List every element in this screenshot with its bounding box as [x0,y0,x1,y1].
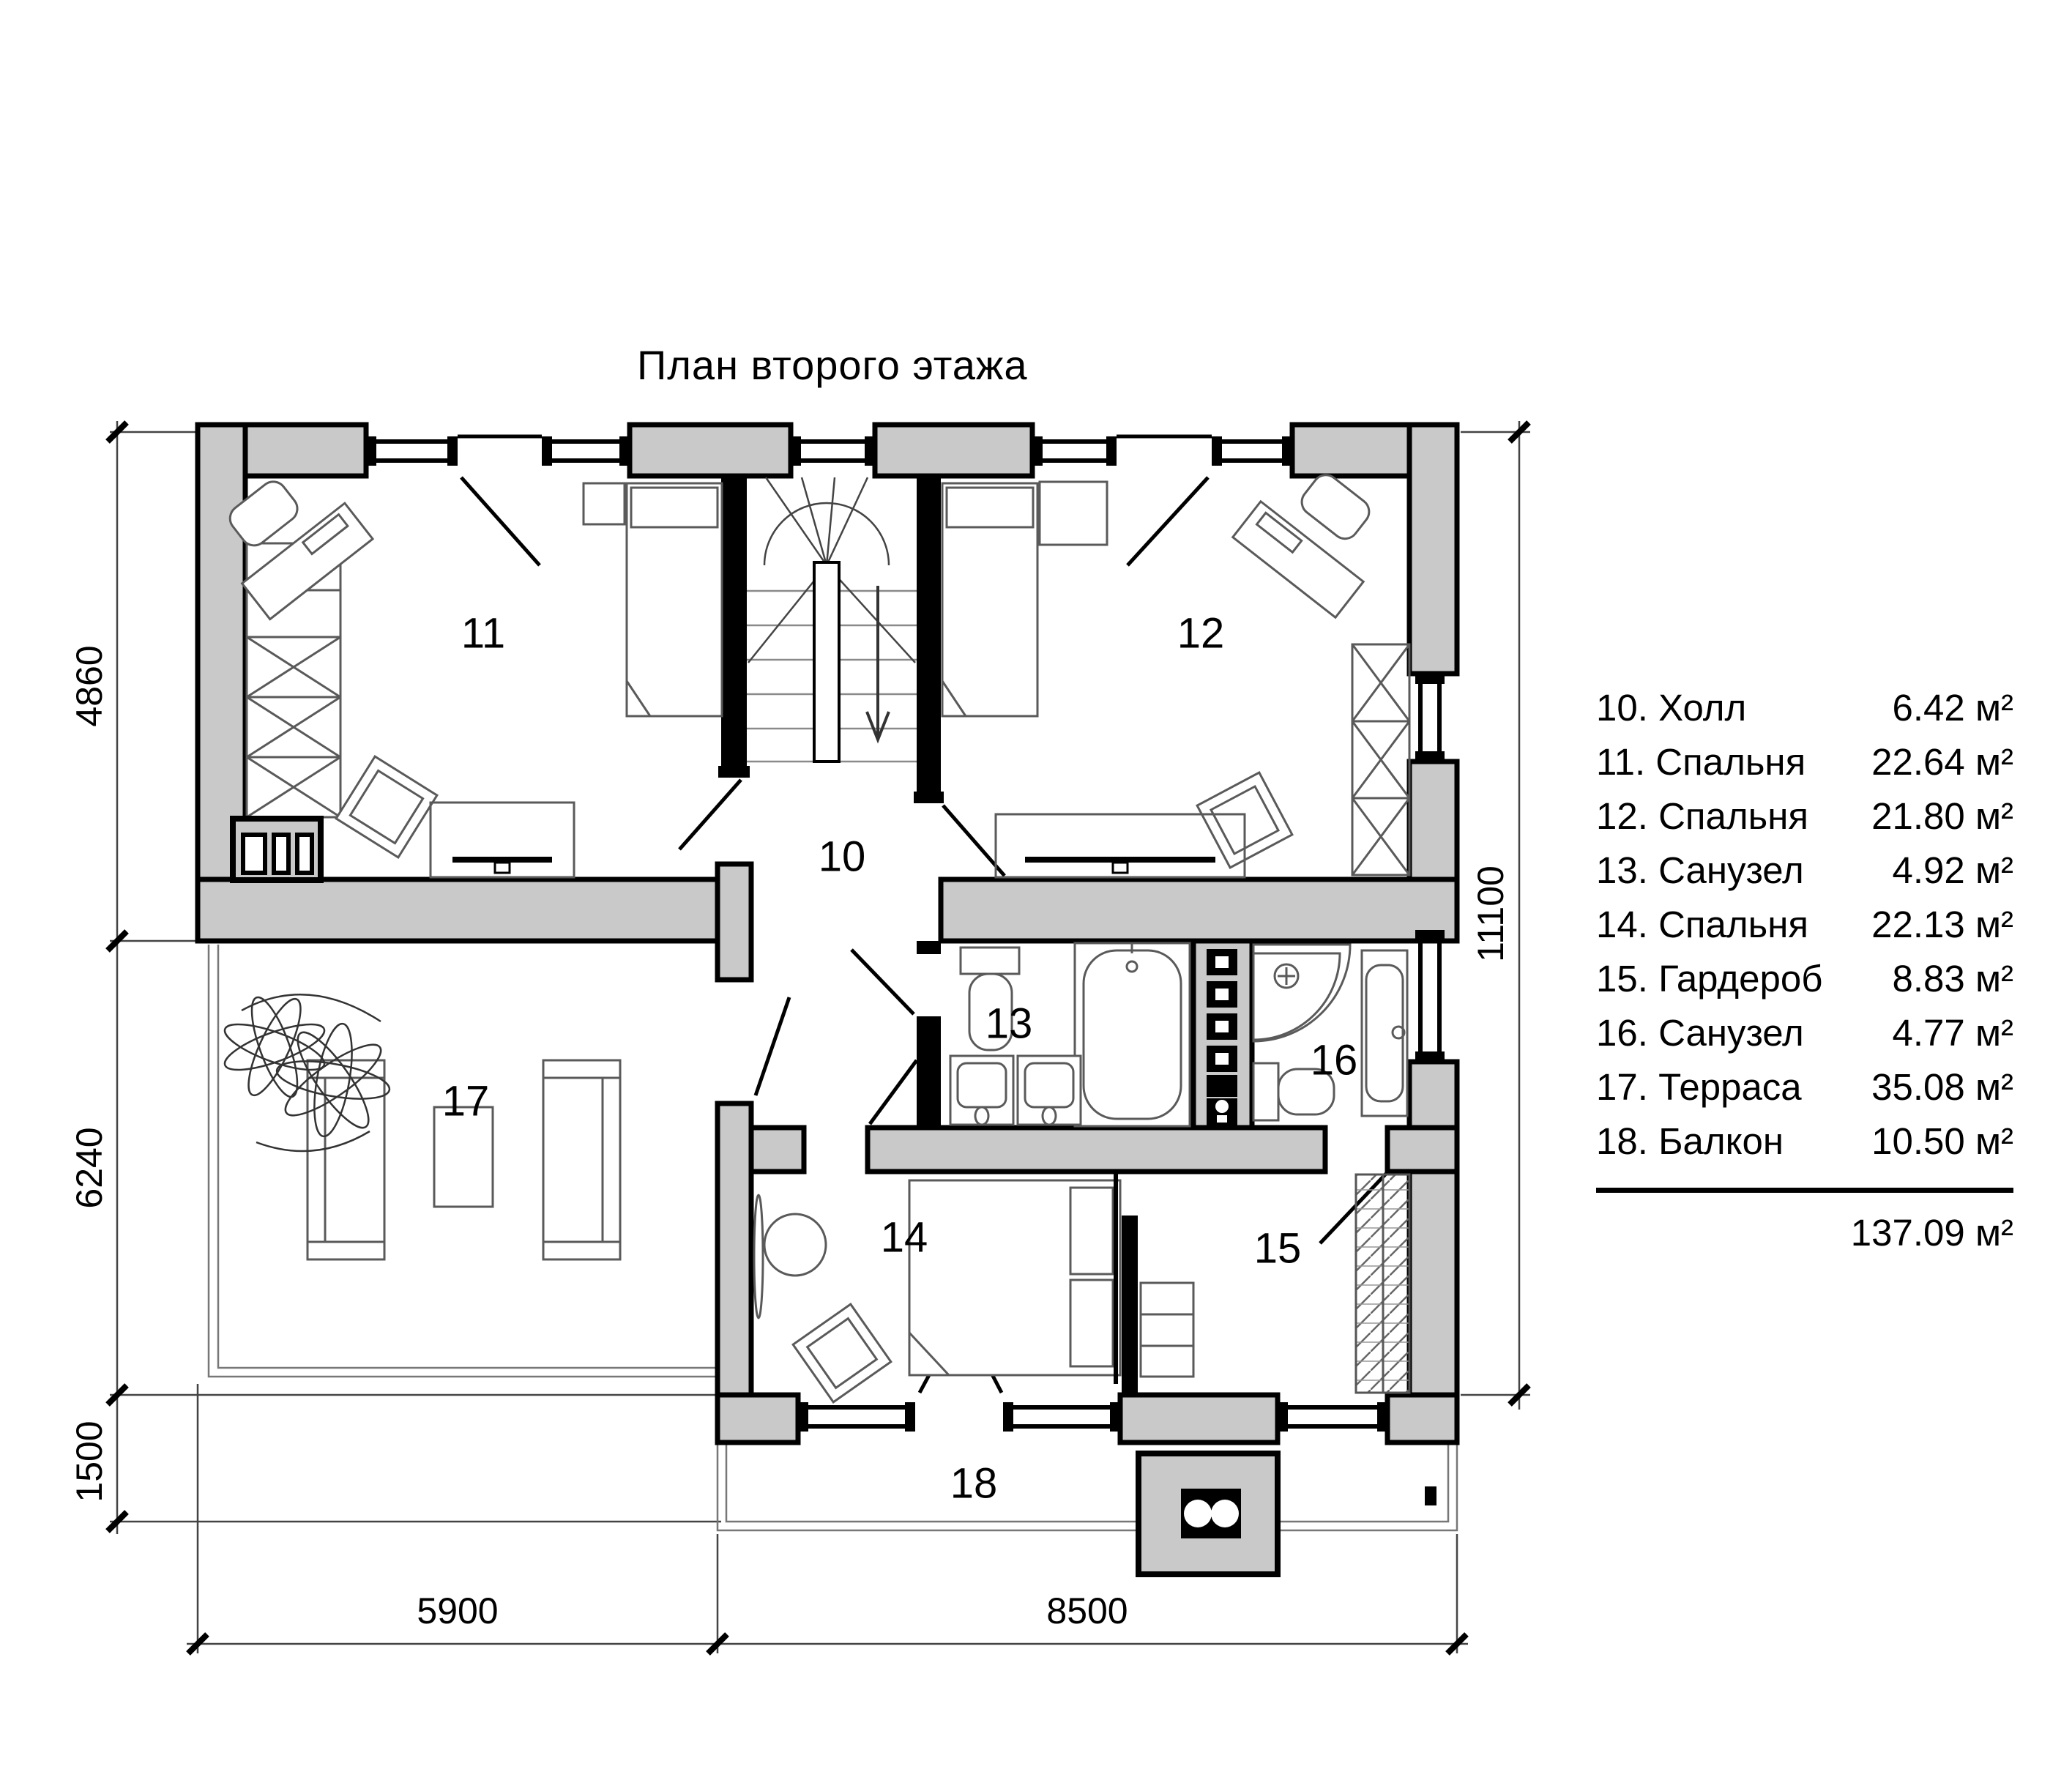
dim-left-1500: 1500 [69,1421,110,1503]
bathroom16-fixtures [1253,945,1407,1120]
room-legend [1596,681,2013,1260]
room14-furniture [754,1172,1120,1402]
balcony-border [718,1444,1457,1530]
nightstand-room11 [584,483,625,524]
window-right-2 [1415,930,1445,1062]
stair-direction-arrow [867,586,889,740]
bathtub-13 [1075,943,1190,1126]
wardrobe-room12 [1352,644,1409,875]
dim-right-11100: 11100 [1470,865,1511,962]
terrace-furniture [220,993,620,1259]
legend-row: 18. Балкон 10.50 м² [1596,1120,2013,1162]
room-marker-14: 14 [880,1213,928,1262]
legend-row: 13. Санузел 4.92 м² [1596,849,2013,891]
window-top-stair [791,436,875,466]
room-marker-12: 12 [1177,609,1225,658]
chimney-block [1139,1453,1278,1574]
nightstand-room12 [1040,482,1107,545]
dim-left-4860: 4860 [69,645,110,727]
sofa-2 [543,1060,620,1259]
legend-row: 11. Спальня 22.64 м² [1596,741,2013,783]
window-top-3 [1032,436,1117,466]
window-bottom-1 [798,1402,915,1432]
legend-row: 14. Спальня 22.13 м² [1596,904,2013,945]
bed-room12 [942,483,1037,716]
legend-separator [1596,1188,2013,1193]
bed-room11 [627,483,722,716]
plant [220,993,392,1151]
armchair-room11 [336,756,437,857]
window-top-4 [1212,436,1292,466]
wardrobe-shelving-15 [1356,1174,1409,1393]
room-marker-11: 11 [461,609,506,658]
room-marker-13: 13 [985,999,1033,1048]
armchair-room14 [793,1304,891,1402]
stairs [747,477,917,762]
legend-row: 16. Санузел 4.77 м² [1596,1012,2013,1054]
radiator-room11 [233,819,321,880]
window-bottom-3 [1278,1402,1387,1432]
dim-bottom-8500: 8500 [1046,1590,1128,1631]
dim-bottom-5900: 5900 [417,1590,499,1631]
legend-row: 17. Терраса 35.08 м² [1596,1066,2013,1108]
room-marker-18: 18 [950,1459,998,1508]
window-bottom-2 [1003,1402,1120,1432]
dim-left-6240: 6240 [69,1127,110,1209]
legend-row: 12. Спальня 21.80 м² [1596,795,2013,837]
room-marker-17: 17 [441,1077,490,1125]
room15-furniture [1141,1174,1409,1393]
window-top-2 [542,436,630,466]
window-right-1 [1415,674,1445,762]
vanity-16 [1362,950,1407,1116]
sinks-13 [950,1056,1081,1125]
shower-16 [1253,945,1350,1041]
side-table-room14 [764,1214,826,1276]
page-title: План второго этажа [637,342,1028,388]
mirror-room14 [754,1195,763,1318]
tv-cabinet-room11 [431,803,574,877]
legend-total: 137.09 м² [1850,1212,2013,1254]
room11-furniture [203,453,722,880]
window-top-1 [366,436,458,466]
room-marker-10: 10 [818,833,866,881]
room-marker-16: 16 [1310,1036,1358,1084]
legend-row: 10. Холл 6.42 м² [1596,687,2013,729]
legend-row: 15. Гардероб 8.83 м² [1596,958,2013,999]
dresser-15 [1141,1283,1193,1377]
room-marker-15: 15 [1253,1224,1302,1273]
bed-room14 [909,1172,1120,1384]
